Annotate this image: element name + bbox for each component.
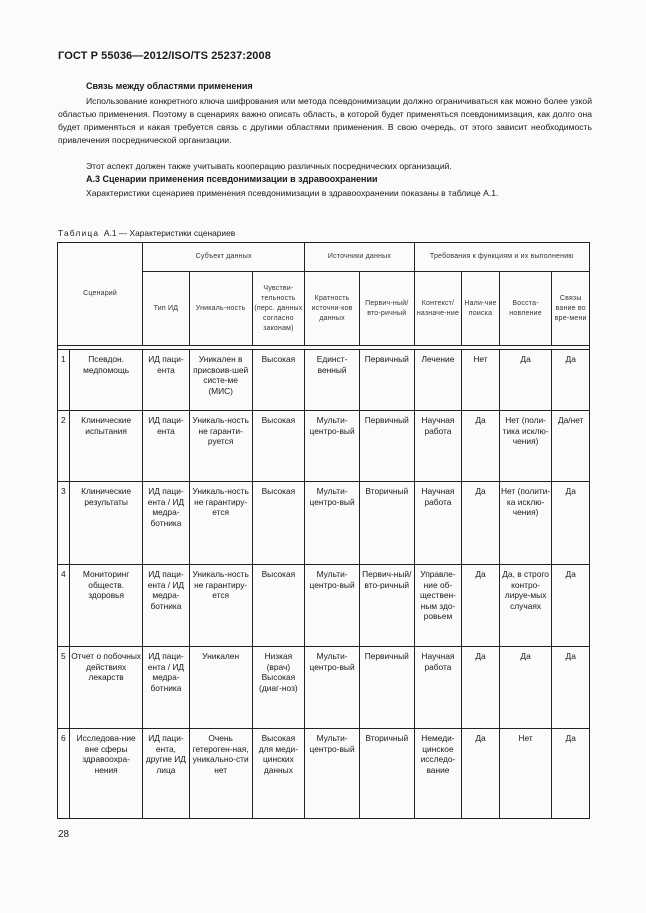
- cell-scenario: Псевдон. медпомощь: [70, 350, 143, 411]
- row-number: 4: [58, 565, 70, 647]
- cell-context: Лечение: [414, 350, 462, 411]
- cell-search: Да: [462, 411, 499, 482]
- header-uniqueness: Уникаль-ность: [189, 272, 252, 346]
- cell-uniqueness: Уникаль-ность не гарантиру-ется: [189, 565, 252, 647]
- table-row: [58, 411, 590, 482]
- cell-primary-secondary: Первич-ный/вто-ричный: [359, 565, 414, 647]
- header-primary-secondary: Первич-ный/вто-ричный: [359, 272, 414, 346]
- cell-sensitivity: Высокая для меди-цинских данных: [252, 729, 305, 819]
- cell-scenario: Отчет о побочных действиях лекарств: [70, 647, 143, 729]
- cell-recovery: Да, в строго контро-лируе-мых случаях: [499, 565, 552, 647]
- cell-scenario: Клинические результаты: [70, 482, 143, 565]
- header-sources: Источники данных: [305, 243, 414, 272]
- cell-multiplicity: Мульти-центро-вый: [305, 482, 360, 565]
- cell-id-type: ИД паци-ента / ИД медра-ботника: [143, 565, 190, 647]
- cell-time-links: Да/нет: [552, 411, 590, 482]
- cell-recovery: Нет (поли-тика исклю-чения): [499, 411, 552, 482]
- header-context: Контекст/ назначе-ние: [414, 272, 462, 346]
- cell-context: Научная работа: [414, 482, 462, 565]
- cell-sensitivity: Высокая: [252, 350, 305, 411]
- paragraph-text: Использование конкретного ключа шифрования или метода псевдонимизации должно ограничиваться как можно более узкой областью применения. Поэтому в сценариях важно описать область, в которой будет применяться псевдонимизация, как долго она будет применяться и какая требуется связь с другими областями применения. В свою очередь, от этого зависит необходимость привлечения посреднической организации.: [58, 96, 592, 145]
- cell-context: Научная работа: [414, 647, 462, 729]
- header-search: Нали-чие поиска: [462, 272, 499, 346]
- cell-time-links: Да: [552, 729, 590, 819]
- cell-time-links: Да: [552, 647, 590, 729]
- cell-recovery: Да: [499, 647, 552, 729]
- header-recovery: Восста-новление: [499, 272, 552, 346]
- table-row: [58, 565, 590, 647]
- cell-primary-secondary: Первичный: [359, 647, 414, 729]
- paragraph-text: Этот аспект должен также учитывать кооперацию различных посреднических организаций.: [86, 161, 452, 171]
- cell-uniqueness: Уникаль-ность не гаранти-руется: [189, 411, 252, 482]
- table-caption-word: Таблица: [58, 228, 100, 238]
- cell-search: Да: [462, 729, 499, 819]
- cell-uniqueness: Уникален: [189, 647, 252, 729]
- header-sensitivity: Чувстви-тельность (перс. данных согласно законам): [252, 272, 305, 346]
- subsection-title: А.3 Сценарии применения псевдонимизации в здравоохранении: [86, 174, 378, 184]
- cell-context: Научная работа: [414, 411, 462, 482]
- row-number: 1: [58, 350, 70, 411]
- page-number: 28: [58, 829, 70, 840]
- scenarios-table: [57, 242, 590, 819]
- cell-id-type: ИД паци-ента: [143, 350, 190, 411]
- paragraph-text: Характеристики сценариев применения псевдонимизации в здравоохранении показаны в таблице А.1.: [86, 188, 499, 198]
- row-number: 2: [58, 411, 70, 482]
- cell-id-type: ИД паци-ента, другие ИД лица: [143, 729, 190, 819]
- cell-search: Да: [462, 565, 499, 647]
- cell-id-type: ИД паци-ента: [143, 411, 190, 482]
- header-multiplicity: Кратность источни-ков данных: [305, 272, 360, 346]
- document-header: ГОСТ Р 55036—2012/ISO/TS 25237:2008: [58, 50, 271, 62]
- cell-uniqueness: Уникаль-ность не гарантиру-ется: [189, 482, 252, 565]
- cell-search: Нет: [462, 350, 499, 411]
- row-number: 3: [58, 482, 70, 565]
- cell-multiplicity: Мульти-центро-вый: [305, 647, 360, 729]
- cell-primary-secondary: Вторичный: [359, 729, 414, 819]
- cell-sensitivity: Высокая: [252, 565, 305, 647]
- paragraph-table-intro: [58, 187, 592, 200]
- cell-time-links: Да: [552, 350, 590, 411]
- cell-context: Немеди-цинское исследо-вание: [414, 729, 462, 819]
- table-row: [58, 482, 590, 565]
- cell-multiplicity: Единст-венный: [305, 350, 360, 411]
- cell-uniqueness: Очень гетероген-ная, уникально-сти нет: [189, 729, 252, 819]
- cell-sensitivity: Высокая: [252, 482, 305, 565]
- cell-multiplicity: Мульти-центро-вый: [305, 729, 360, 819]
- cell-recovery: Нет (полити-ка исклю-чения): [499, 482, 552, 565]
- table-row: [58, 350, 590, 411]
- table-caption: [58, 228, 235, 238]
- cell-context: Управле-ние об-ществен-ным здо-ровьем: [414, 565, 462, 647]
- cell-sensitivity: Низкая (врач) Высокая (диаг-ноз): [252, 647, 305, 729]
- cell-multiplicity: Мульти-центро-вый: [305, 411, 360, 482]
- cell-id-type: ИД паци-ента / ИД медра-ботника: [143, 482, 190, 565]
- cell-search: Да: [462, 482, 499, 565]
- cell-search: Да: [462, 647, 499, 729]
- header-id-type: Тип ИД: [143, 272, 190, 346]
- paragraph-scope: [58, 95, 592, 147]
- table-row: [58, 729, 590, 819]
- paragraph-cooperation: [58, 160, 592, 173]
- cell-time-links: Да: [552, 482, 590, 565]
- row-number: 6: [58, 729, 70, 819]
- cell-primary-secondary: Первичный: [359, 411, 414, 482]
- header-scenario: Сценарий: [58, 243, 143, 346]
- header-time-links: Связы вание во вре-мени: [552, 272, 590, 346]
- cell-recovery: Нет: [499, 729, 552, 819]
- cell-sensitivity: Высокая: [252, 411, 305, 482]
- table-row: [58, 647, 590, 729]
- cell-recovery: Да: [499, 350, 552, 411]
- cell-uniqueness: Уникален в присвоив-шей систе-ме (МИС): [189, 350, 252, 411]
- cell-scenario: Исследова-ние вне сферы здравоохра-нения: [70, 729, 143, 819]
- cell-multiplicity: Мульти-центро-вый: [305, 565, 360, 647]
- cell-scenario: Мониторинг обществ. здоровья: [70, 565, 143, 647]
- header-subject: Субъект данных: [143, 243, 305, 272]
- table-caption-title: А.1 — Характеристики сценариев: [103, 228, 236, 238]
- cell-time-links: Да: [552, 565, 590, 647]
- section-title: Связь между областями применения: [86, 81, 253, 91]
- cell-scenario: Клинические испытания: [70, 411, 143, 482]
- cell-primary-secondary: Вторичный: [359, 482, 414, 565]
- header-requirements: Требования к функциям и их выполнению: [414, 243, 589, 272]
- cell-id-type: ИД паци-ента / ИД медра-ботника: [143, 647, 190, 729]
- cell-primary-secondary: Первичный: [359, 350, 414, 411]
- row-number: 5: [58, 647, 70, 729]
